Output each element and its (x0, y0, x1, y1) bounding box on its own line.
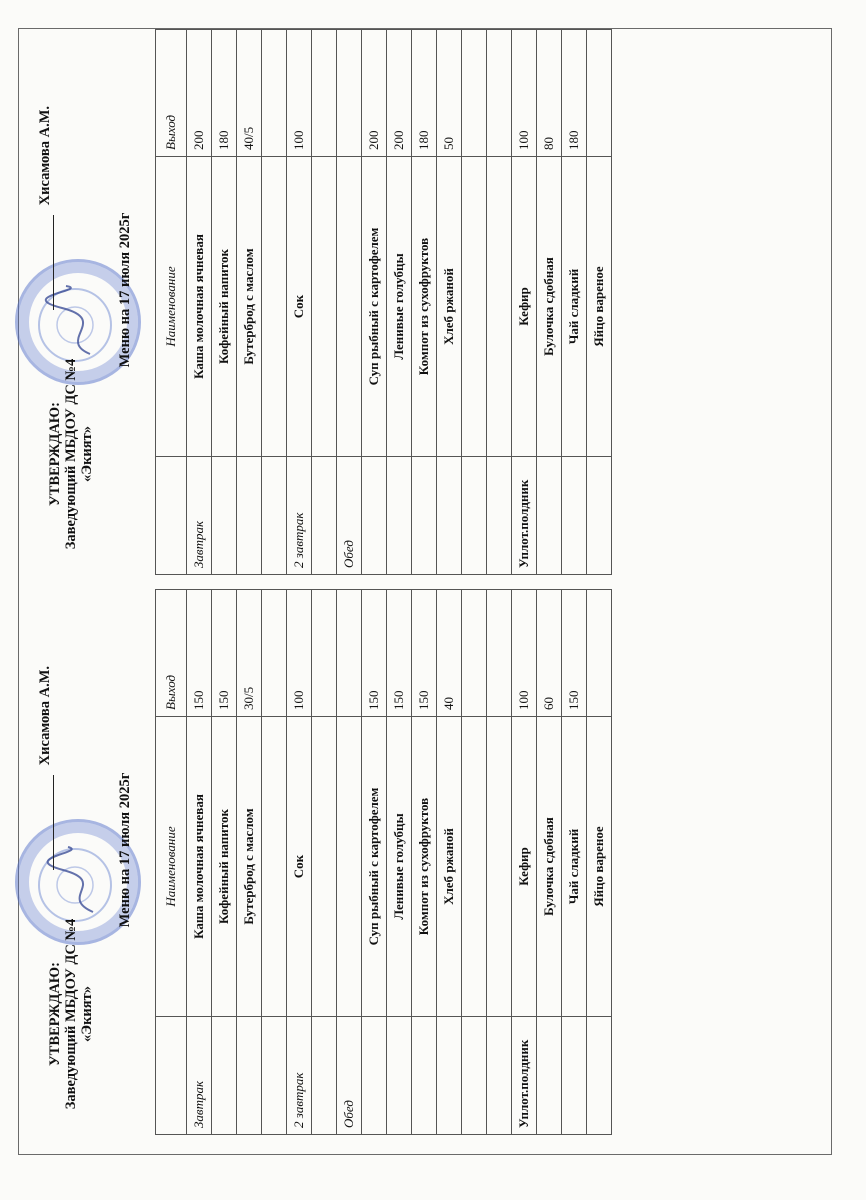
meal-cell (437, 1017, 462, 1135)
table-row (362, 590, 387, 1135)
output-cell: 80 (537, 30, 562, 157)
table-row (437, 590, 462, 1135)
dish-name-cell (337, 157, 362, 457)
approve-position: Заведующий МБДОУ ДС №4 (63, 918, 79, 1110)
meal-cell (487, 457, 512, 575)
dish-name-cell: Яйцо вареное (587, 157, 612, 457)
meal-cell (362, 457, 387, 575)
meal-cell (312, 1017, 337, 1135)
dish-name-cell: Кофейный напиток (212, 717, 237, 1017)
meal-cell (462, 1017, 487, 1135)
output-cell: 100 (512, 30, 537, 157)
menu-heading (25, 30, 135, 590)
table-row (462, 30, 487, 575)
meal-cell: 2 завтрак (287, 1017, 312, 1135)
output-cell: 100 (512, 590, 537, 717)
table-row (487, 590, 512, 1135)
approval-block (47, 884, 95, 1144)
output-cell: 200 (387, 30, 412, 157)
signature-underline (52, 775, 54, 870)
table-row (187, 30, 212, 575)
dish-name-cell (262, 717, 287, 1017)
meal-cell (437, 457, 462, 575)
output-cell: 200 (362, 30, 387, 157)
output-cell: 150 (362, 590, 387, 717)
dish-name-cell: Сок (287, 157, 312, 457)
meal-cell (262, 457, 287, 575)
approve-title: УТВЕРЖДАЮ: (47, 962, 63, 1066)
menu-date-title: Меню на 17 июля 2025г (117, 772, 133, 928)
dish-name-cell (462, 157, 487, 457)
dish-name-cell: Кофейный напиток (212, 157, 237, 457)
header-meal (156, 457, 187, 575)
menu-heading (25, 590, 135, 1150)
menu-sheet-right (25, 30, 815, 590)
table-row (262, 590, 287, 1135)
dish-name-cell (337, 717, 362, 1017)
table-row (237, 30, 262, 575)
meal-cell (462, 457, 487, 575)
dish-name-cell: Каша молочная ячневая (187, 717, 212, 1017)
approve-org: «Экият» (79, 426, 95, 483)
output-cell: 30/5 (237, 590, 262, 717)
table-row (537, 30, 562, 575)
output-cell: 150 (387, 590, 412, 717)
output-cell (312, 590, 337, 717)
header-meal (156, 1017, 187, 1135)
table-row (312, 590, 337, 1135)
output-cell (312, 30, 337, 157)
dish-name-cell: Кефир (512, 717, 537, 1017)
signatory-name: Хисамова А.М. (37, 665, 53, 766)
dish-name-cell: Компот из сухофруктов (412, 717, 437, 1017)
output-cell: 100 (287, 30, 312, 157)
table-row (262, 30, 287, 575)
meal-cell: Обед (337, 1017, 362, 1135)
table-row (287, 590, 312, 1135)
table-row (537, 590, 562, 1135)
signature-underline (52, 215, 54, 310)
menu-table (155, 29, 612, 575)
meal-cell (587, 457, 612, 575)
dish-name-cell: Булочка сдобная (537, 717, 562, 1017)
output-cell (262, 30, 287, 157)
dish-name-cell: Булочка сдобная (537, 157, 562, 457)
output-cell (337, 30, 362, 157)
output-cell (587, 590, 612, 717)
approve-position: Заведующий МБДОУ ДС №4 (63, 358, 79, 550)
dish-name-cell (312, 717, 337, 1017)
table-row (337, 590, 362, 1135)
menu-table-body (187, 590, 612, 1135)
dish-name-cell: Бутерброд с маслом (237, 717, 262, 1017)
menu-table-body (187, 30, 612, 575)
output-cell: 180 (212, 30, 237, 157)
dish-name-cell: Чай сладкий (562, 717, 587, 1017)
dish-name-cell: Ленивые голубцы (387, 717, 412, 1017)
dish-name-cell (487, 717, 512, 1017)
meal-cell (537, 1017, 562, 1135)
meal-cell: Завтрак (187, 1017, 212, 1135)
signature-line (37, 40, 54, 310)
dish-name-cell: Сок (287, 717, 312, 1017)
table-header-row (156, 30, 187, 575)
dish-name-cell (312, 157, 337, 457)
table-row (512, 590, 537, 1135)
meal-cell: Уплот.полдник (512, 1017, 537, 1135)
dish-name-cell (487, 157, 512, 457)
output-cell (587, 30, 612, 157)
table-row (412, 30, 437, 575)
output-cell: 180 (562, 30, 587, 157)
meal-cell (212, 457, 237, 575)
dish-name-cell: Яйцо вареное (587, 717, 612, 1017)
table-row (487, 30, 512, 575)
output-cell (487, 590, 512, 717)
table-row (387, 590, 412, 1135)
table-row (287, 30, 312, 575)
output-cell: 50 (437, 30, 462, 157)
dish-name-cell: Хлеб ржаной (437, 717, 462, 1017)
header-name: Наименование (156, 157, 187, 457)
output-cell: 60 (537, 590, 562, 717)
meal-cell (412, 457, 437, 575)
approve-title: УТВЕРЖДАЮ: (47, 402, 63, 506)
table-row (237, 590, 262, 1135)
meal-cell (487, 1017, 512, 1135)
meal-cell (262, 1017, 287, 1135)
table-header-row (156, 590, 187, 1135)
table-row (587, 30, 612, 575)
output-cell (337, 590, 362, 717)
meal-cell (537, 457, 562, 575)
table-row (437, 30, 462, 575)
dish-name-cell (462, 717, 487, 1017)
menu-date-title: Меню на 17 июля 2025г (117, 212, 133, 368)
meal-cell: Завтрак (187, 457, 212, 575)
output-cell: 40 (437, 590, 462, 717)
meal-cell (312, 457, 337, 575)
meal-cell (562, 1017, 587, 1135)
output-cell (262, 590, 287, 717)
table-row (412, 590, 437, 1135)
dish-name-cell: Компот из сухофруктов (412, 157, 437, 457)
output-cell: 40/5 (237, 30, 262, 157)
table-row (362, 30, 387, 575)
meal-cell (362, 1017, 387, 1135)
table-row (562, 30, 587, 575)
meal-cell: Обед (337, 457, 362, 575)
output-cell (487, 30, 512, 157)
output-cell: 150 (212, 590, 237, 717)
header-name: Наименование (156, 717, 187, 1017)
dish-name-cell: Ленивые голубцы (387, 157, 412, 457)
dish-name-cell: Кефир (512, 157, 537, 457)
table-row (587, 590, 612, 1135)
meal-cell (237, 457, 262, 575)
table-row (312, 30, 337, 575)
output-cell: 150 (562, 590, 587, 717)
output-cell: 100 (287, 590, 312, 717)
header-output: Выход (156, 30, 187, 157)
table-row (337, 30, 362, 575)
output-cell (462, 30, 487, 157)
signature-line (37, 600, 54, 870)
signatory-name: Хисамова А.М. (37, 105, 53, 206)
dish-name-cell: Суп рыбный с картофелем (362, 157, 387, 457)
output-cell: 150 (187, 590, 212, 717)
output-cell: 150 (412, 590, 437, 717)
dish-name-cell: Бутерброд с маслом (237, 157, 262, 457)
dish-name-cell (262, 157, 287, 457)
table-row (562, 590, 587, 1135)
output-cell: 200 (187, 30, 212, 157)
meal-cell (587, 1017, 612, 1135)
meal-cell (387, 457, 412, 575)
table-row (462, 590, 487, 1135)
output-cell (462, 590, 487, 717)
menu-table (155, 589, 612, 1135)
meal-cell (237, 1017, 262, 1135)
meal-cell: Уплот.полдник (512, 457, 537, 575)
meal-cell (412, 1017, 437, 1135)
dish-name-cell: Хлеб ржаной (437, 157, 462, 457)
table-row (187, 590, 212, 1135)
menu-sheet-left (25, 590, 815, 1150)
dish-name-cell: Каша молочная ячневая (187, 157, 212, 457)
meal-cell (387, 1017, 412, 1135)
output-cell: 180 (412, 30, 437, 157)
table-row (512, 30, 537, 575)
meal-cell (212, 1017, 237, 1135)
dish-name-cell: Суп рыбный с картофелем (362, 717, 387, 1017)
table-row (387, 30, 412, 575)
approval-block (47, 324, 95, 584)
table-row (212, 590, 237, 1135)
approve-org: «Экият» (79, 986, 95, 1043)
dish-name-cell: Чай сладкий (562, 157, 587, 457)
header-output: Выход (156, 590, 187, 717)
meal-cell: 2 завтрак (287, 457, 312, 575)
meal-cell (562, 457, 587, 575)
table-row (212, 30, 237, 575)
